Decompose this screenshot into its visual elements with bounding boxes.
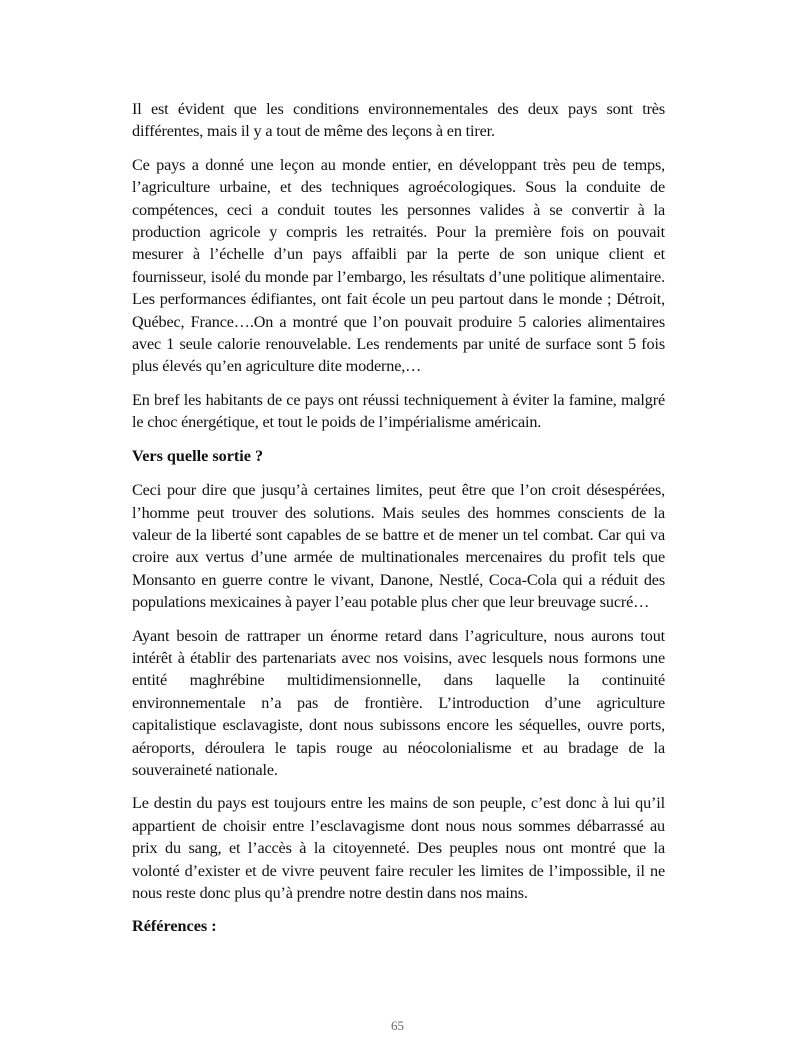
section-heading-vers-quelle-sortie: Vers quelle sortie ? — [132, 446, 264, 465]
paragraph-lesson: Ce pays a donné une leçon au monde entier, en développant très peu de temps, l’agriculture urbaine, et des techniques agroécologiques. Sous la conduite de compétences, ceci a conduit toutes les personnes valides à se convertir à la production agricole y compris les retraités. Pour la première fois on pouvait mesurer à l’échelle d’un pays affaibli par la perte de son unique client et fournisseur, isolé du monde par l’embargo, les résultats d’une politique alimentaire. Les performances édifiantes, ont fait école un peu partout dans le monde ; Détroit, Québec, France….On a montré que l’on pouvait produire 5 calories alimentaires avec 1 seule calorie renouvelable. Les rendements par unité de surface sont 5 fois plus élevés qu’en agriculture dite moderne,… — [132, 155, 665, 376]
paragraph-differences: Il est évident que les conditions environnementales des deux pays sont très différentes, mais il y a tout de même des leçons à en tirer. — [132, 100, 665, 141]
section-heading-references: Références : — [132, 917, 217, 936]
page-number: 65 — [391, 1018, 404, 1033]
paragraph-destiny: Le destin du pays est toujours entre les mains de son peuple, c’est donc à lui qu’il appartient de choisir entre l’esclavagisme dont nous nous sommes débarrassé au prix du sang, et l’accès à la citoyenneté. Des peuples nous ont montré que la volonté d’exister et de vivre peuvent faire reculer les limites de l’impossible, il ne nous reste donc plus qu’à prendre notre destin dans nos mains. — [132, 794, 665, 902]
paragraph-limits: Ceci pour dire que jusqu’à certaines limites, peut être que l’on croit désespérées, l’homme peut trouver des solutions. Mais seules des hommes conscients de la valeur de la liberté sont capables de se battre et de mener un tel combat. Car qui va croire aux vertus d’une armée de multinationales mercenaires du profit tels que Monsanto en guerre contre le vivant, Danone, Nestlé, Coca-Cola qui a réduit des populations mexicaines à payer l’eau potable plus cher que leur breuvage sucré… — [132, 481, 665, 612]
paragraph-famine: En bref les habitants de ce pays ont réussi techniquement à éviter la famine, malgré le choc énergétique, et tout le poids de l’impérialisme américain. — [132, 390, 665, 432]
paragraph-partnerships: Ayant besoin de rattraper un énorme retard dans l’agriculture, nous aurons tout intérêt à établir des partenariats avec nos voisins, avec lesquels nous formons une entité maghrébine multidimensionnelle, dans laquelle la continuité environnementale n’a pas de frontière. L’introduction d’une agriculture capitalistique esclavagiste, dont nous subissons encore les séquelles, ouvre ports, aéroports, déroulera le tapis rouge au néocolonialisme et au bradage de la souveraineté nationale. — [132, 626, 665, 779]
document-page — [132, 98, 665, 950]
